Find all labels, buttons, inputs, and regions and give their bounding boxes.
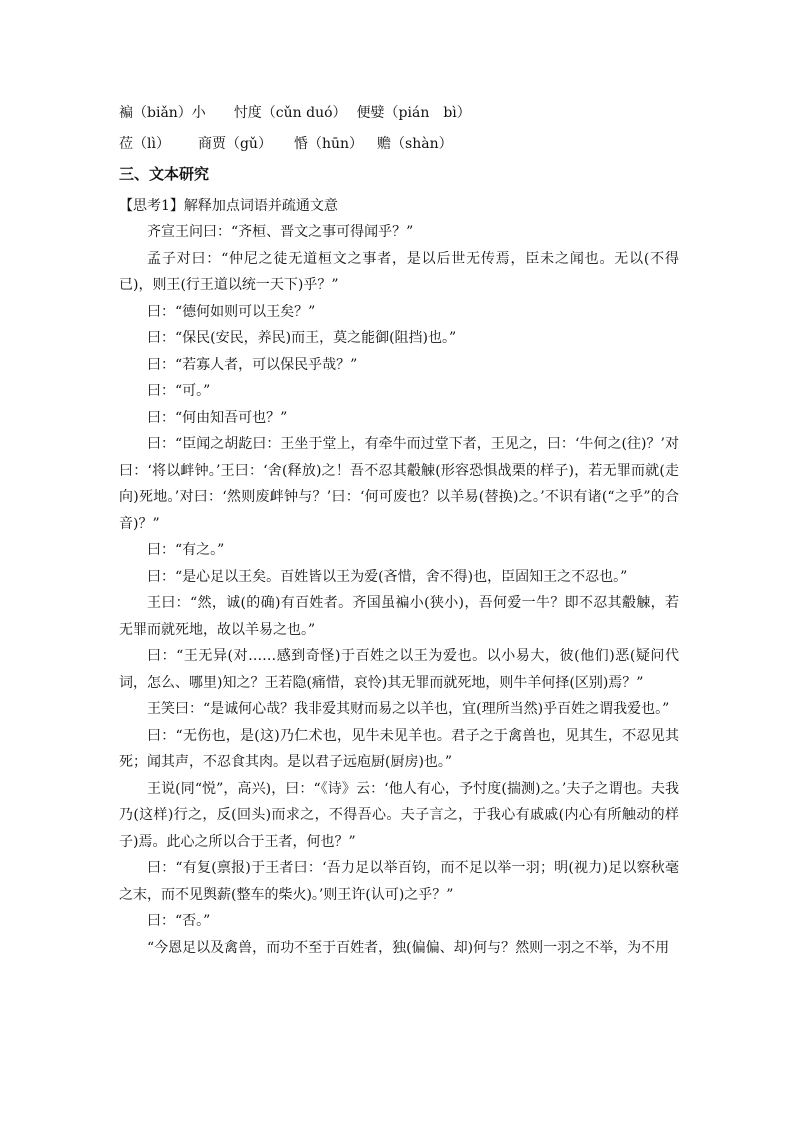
text-paragraph: 王曰：“然，诚(的确)有百姓者。齐国虽褊小(狭小)，吾何爱一牛？即不忍其觳觫，若无罪而就死地，故以羊易之也。”	[119, 595, 679, 638]
text-paragraph: 王说(同“悦”，高兴)，曰：“《诗》云：‘他人有心，予忖度(揣测)之。’夫子之谓也。夫我乃(这样)行之，反(回头)而求之，不得吾心。夫子言之，于我心有戚戚(内心有所触动的样子)焉。此心之所以合于王者，何也？”	[119, 780, 679, 850]
vocab-line-2	[119, 134, 453, 154]
section-heading: 三、文本研究	[119, 165, 210, 183]
vocab-item: 褊（biǎn）小	[119, 105, 206, 121]
text-paragraph: 曰：“可。”	[147, 383, 211, 399]
vocab-item: 惛（hūn）	[293, 136, 364, 152]
text-paragraph: 齐宣王问曰：“齐桓、晋文之事可得闻乎？”	[147, 224, 414, 240]
text-paragraph: 曰：“王无异(对……感到奇怪)于百姓之以王为爱也。以小易大，彼(他们)恶(疑问代词，怎么、哪里)知之？王若隐(痛惜，哀怜)其无罪而就死地，则牛羊何择(区别)焉？”	[119, 648, 679, 691]
vocab-item: 便嬖（pián bì）	[356, 105, 471, 121]
text-paragraph: 曰：“无伤也，是(这)乃仁术也，见牛未见羊也。君子之于禽兽也，见其生，不忍见其死；闻其声，不忍食其肉。是以君子远庖厨(厨房)也。”	[119, 727, 679, 770]
text-paragraph: 孟子对曰：“仲尼之徒无道桓文之事者，是以后世无传焉，臣未之闻也。无以(不得已)，则王(行王道以统一天下)乎？”	[119, 250, 679, 293]
text-paragraph: “今恩足以及禽兽，而功不至于百姓者，独(偏偏、却)何与？然则一羽之不举，为不用	[147, 939, 670, 956]
vocab-item: 赡（shàn）	[377, 136, 453, 152]
think-title: 【思考1】解释加点词语并疏通文意	[119, 198, 338, 214]
classical-text	[119, 219, 679, 961]
text-paragraph: 曰：“有复(禀报)于王者曰：‘吾力足以举百钧，而不足以举一羽；明(视力)足以察秋毫之末，而不见舆薪(整车的柴火)。’则王许(认可)之乎？”	[119, 860, 679, 903]
text-paragraph: 曰：“否。”	[147, 913, 211, 929]
text-paragraph: 曰：“是心足以王矣。百姓皆以王为爱(吝惜，舍不得)也，臣固知王之不忍也。”	[147, 568, 628, 585]
text-paragraph: 曰：“若寡人者，可以保民乎哉？”	[147, 356, 358, 373]
text-paragraph: 曰：“德何如则可以王矣？”	[147, 303, 316, 320]
vocab-line-1	[119, 103, 471, 123]
vocab-item: 莅（lì）	[119, 136, 170, 152]
text-paragraph: 曰：“何由知吾可也？”	[147, 409, 288, 426]
text-paragraph: 曰：“保民(安民，养民)而王，莫之能御(阻挡)也。”	[147, 330, 457, 346]
text-paragraph: 曰：“臣闻之胡龁曰：王坐于堂上，有牵牛而过堂下者，王见之，曰：‘牛何之(往)？’对曰：‘将以衅钟。’王曰：‘舍(释放)之！吾不忍其觳觫(形容恐惧战栗的样子)，若无罪而就(走向)死地。’对曰：‘然则废衅钟与？’曰：‘何可废也？以羊易(替换)之。’不识有诸(“之乎”的合音)？”	[119, 436, 679, 532]
text-paragraph: 曰：“有之。”	[147, 542, 225, 558]
vocab-item: 商贾（gǔ）	[197, 136, 272, 152]
vocab-item: 忖度（cǔn duó）	[233, 105, 347, 121]
text-paragraph: 王笑曰：“是诚何心哉？我非爱其财而易之以羊也，宜(理所当然)乎百姓之谓我爱也。”	[147, 701, 670, 717]
